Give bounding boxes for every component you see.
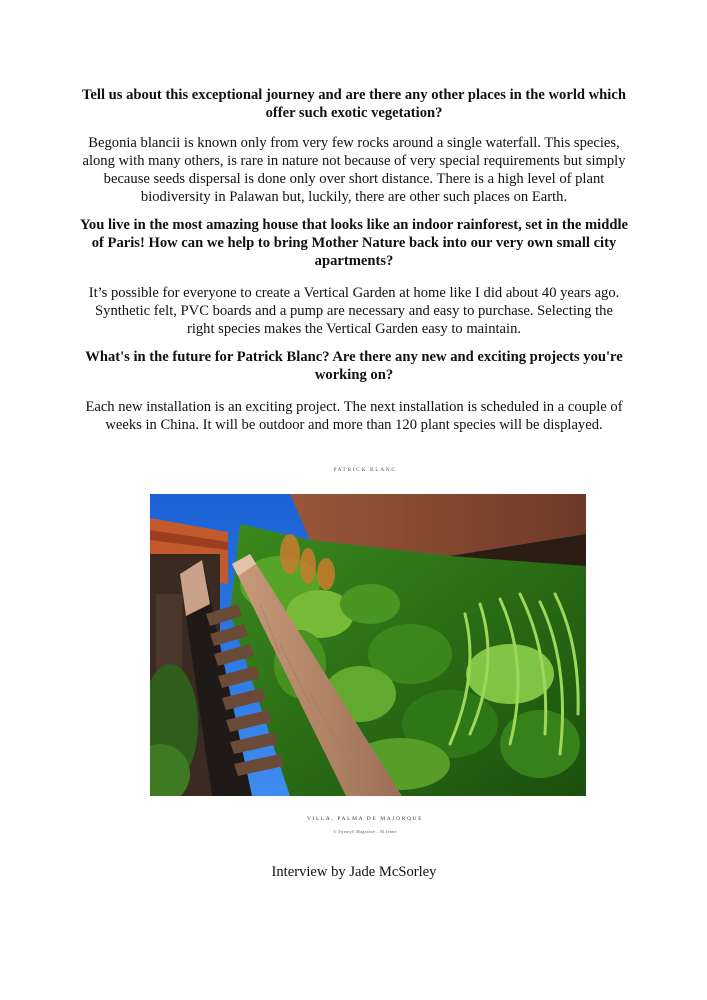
- question-2: You live in the most amazing house that looks like an indoor rainforest, set in the middle of Paris! How can we help to bring Mother Nature back into our very own small city apartments?: [80, 217, 628, 269]
- figure-caption: VILLA, PALMA DE MAJORQUE: [306, 816, 424, 822]
- question-3: What's in the future for Patrick Blanc? Are there any new and exciting projects you're working on?: [85, 349, 623, 383]
- answer-2: It’s possible for everyone to create a Vertical Garden at home like I did about 40 years ago. Synthetic felt, PVC boards and a pump are necessary and easy to purchase. Selecting the right species makes the Vertical Garden easy to maintain.: [88, 285, 620, 337]
- byline: Interview by Jade McSorley: [271, 864, 437, 880]
- vertical-garden-photo: [150, 494, 586, 796]
- figure-header: PATRICK BLANC: [333, 467, 397, 473]
- question-1: Tell us about this exceptional journey and are there any other places in the world which offer such exotic vegetation?: [82, 87, 626, 121]
- answer-1: Begonia blancii is known only from very few rocks around a single waterfall. This species, along with many others, is rare in nature not because of very special requirements but simply because seeds dispersal is done only over short distance. There is a high level of plant biodiversity in Palawan but, luckily, there are other such places on Earth.: [82, 135, 626, 205]
- answer-3: Each new installation is an exciting project. The next installation is scheduled in a couple of weeks in China. It will be outdoor and more than 120 plant species will be displayed.: [85, 399, 623, 433]
- figure-credit: © Twenty6 Magazine – M.Jenne: [333, 829, 397, 834]
- figure-panel: [84, 447, 646, 842]
